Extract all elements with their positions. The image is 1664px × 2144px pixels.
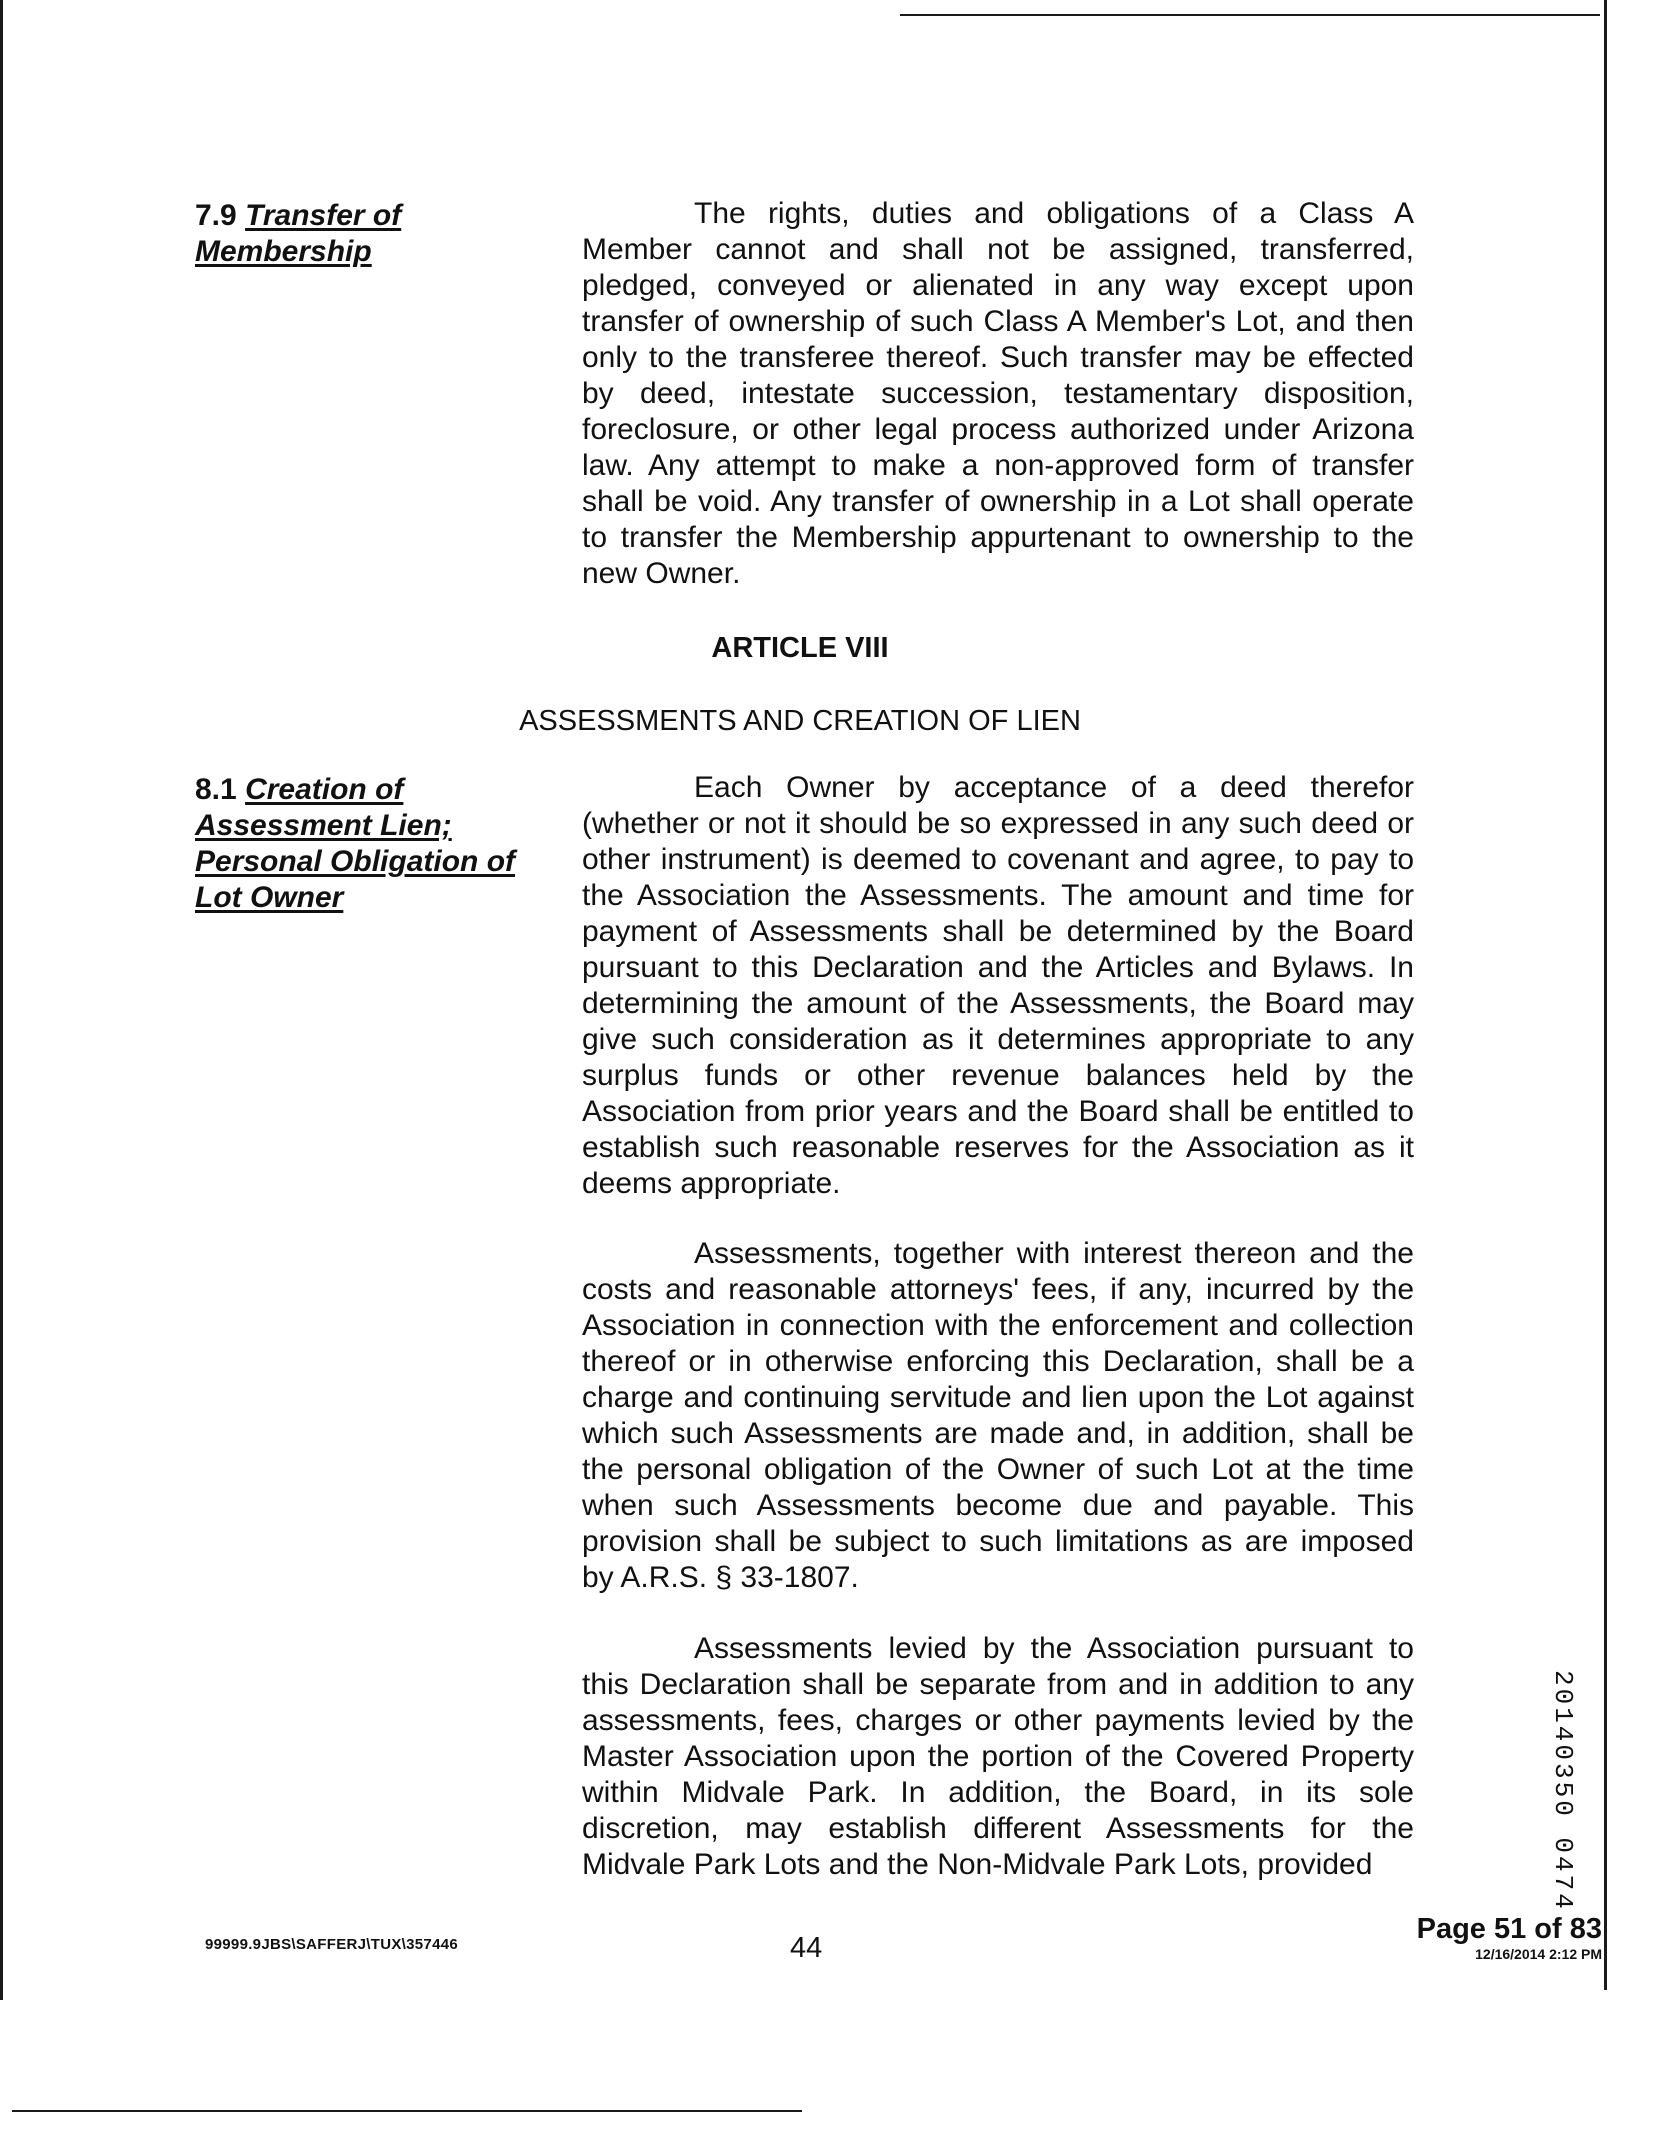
scan-edge-bottom <box>12 2110 802 2112</box>
page-number: 44 <box>790 1932 823 1964</box>
section-title: Lot Owner <box>195 881 344 914</box>
scan-edge-left <box>0 0 3 2000</box>
section-title: Creation of <box>245 773 404 806</box>
section-8-1-paragraph-1: Each Owner by acceptance of a deed therefor (whether or not it should be so expressed in any such deed or other instrument) is deemed to covenant and agree, to pay to the Association the Assessments. The amount and time for payment of Assessments shall be determined by the Board pursuant to this Declaration and the Articles and Bylaws. In determining the amount of the Assessments, the Board may give such consideration as it determines appropriate to any surplus funds or other revenue balances held by the Association from prior years and the Board shall be entitled to establish such reasonable reserves for the Association as it deems appropriate. <box>582 771 1414 1200</box>
print-timestamp: 12/16/2014 2:12 PM <box>1475 1946 1602 1962</box>
page-count-block <box>1417 1912 1602 1962</box>
article-title: ASSESSMENTS AND CREATION OF LIEN <box>519 705 1081 737</box>
recording-stamp: 20140350 0474 <box>1548 1670 1578 1912</box>
scan-edge-right <box>1604 0 1607 1990</box>
section-7-9-paragraph: The rights, duties and obligations of a Class A Member cannot and shall not be assigned, transferred, pledged, conveyed or alienated in any way except upon transfer of ownership of such Class A Member's Lot, and then only to the transferee thereof. Such transfer may be effected by deed, intestate succession, testamentary disposition, foreclosure, or other legal process authorized under Arizona law. Any attempt to make a non-approved form of transfer shall be void. Any transfer of ownership in a Lot shall operate to transfer the Membership appurtenant to ownership to the new Owner. <box>582 197 1414 590</box>
document-id: 99999.9JBS\SAFFERJ\TUX\357446 <box>205 1936 458 1953</box>
section-8-1-paragraph-2: Assessments, together with interest thereon and the costs and reasonable attorneys' fees, if any, incurred by the Association in connection with the enforcement and collection thereof or in otherwise enforcing this Declaration, shall be a charge and continuing servitude and lien upon the Lot against which such Assessments are made and, in addition, shall be the personal obligation of the Owner of such Lot at the time when such Assessments become due and payable. This provision shall be subject to such limitations as are imposed by A.R.S. § 33-1807. <box>582 1237 1414 1594</box>
article-number: ARTICLE VIII <box>711 632 889 664</box>
section-title: Personal Obligation of <box>195 845 516 878</box>
section-number: 7.9 <box>195 199 237 232</box>
page-count: Page 51 of 83 <box>1416 1913 1602 1945</box>
section-8-1-paragraph-3: Assessments levied by the Association pursuant to this Declaration shall be separate from and in addition to any assessments, fees, charges or other payments levied by the Master Association upon the portion of the Covered Property within Midvale Park. In addition, the Board, in its sole discretion, may establish different Assessments for the Midvale Park Lots and the Non-Midvale Park Lots, provided <box>582 1632 1414 1881</box>
section-number: 8.1 <box>195 773 237 806</box>
section-8-1-heading <box>195 772 555 916</box>
section-title: Assessment Lien; <box>195 809 452 842</box>
section-7-9-heading <box>195 198 555 270</box>
section-title: Transfer of <box>245 199 402 232</box>
scan-edge-top <box>900 14 1600 16</box>
section-title: Membership <box>195 235 372 268</box>
